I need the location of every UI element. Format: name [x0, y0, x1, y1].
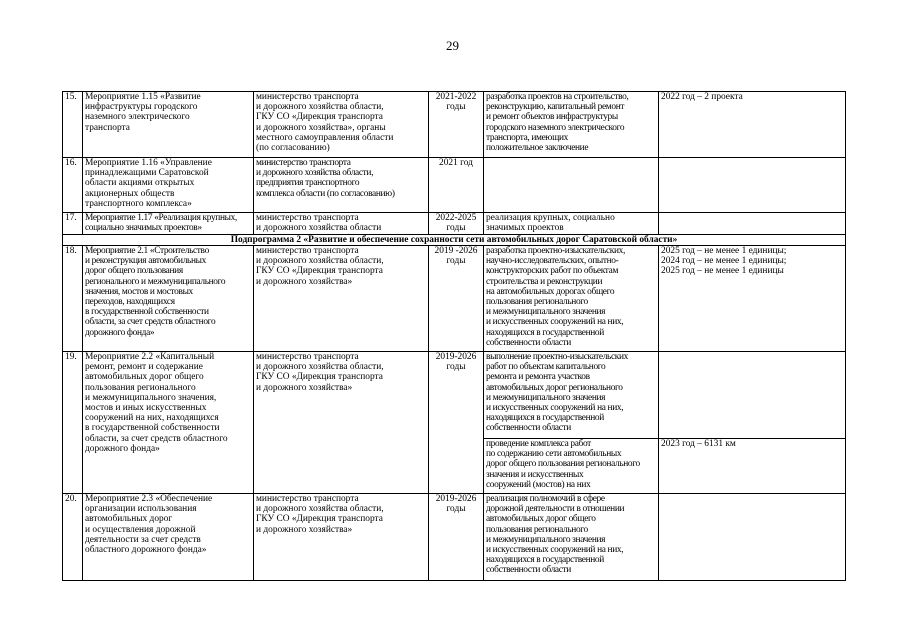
event-cell: Мероприятие 2.1 «Строительство и реконструкция автомобильных дорог общего пользования регионального и межмуниципального значения, мостов и мостовых переходов, находящихся в государственной собственности области, за счет средств областного дорожного фонда» [83, 246, 254, 352]
table-row [63, 246, 846, 352]
result-cell: разработка проектно-изыскательских, научно-исследовательских, опытно- конструкторских работ по объектам строительства и реконструкции на автомобильных дорогах общего пользования регионального и межмуниципального значения и искусственных сооружений на них, находящихся в государственной собственности области [484, 246, 659, 352]
years-cell: 2019 -2026 годы [429, 246, 484, 352]
indicator-cell: 2022 год – 2 проекта [659, 92, 846, 158]
result-cell [484, 158, 659, 213]
table-row [63, 352, 846, 439]
indicator-cell [659, 352, 846, 439]
subprogram-title: Подпрограмма 2 «Развитие и обеспечение сохранности сети автомобильных дорог Саратовской области» [63, 235, 846, 246]
years-cell: 2022-2025 годы [429, 213, 484, 235]
executor-cell: министерство транспорта и дорожного хозяйства области [254, 213, 429, 235]
subprogram-header-row [63, 235, 846, 246]
executor-cell: министерство транспорта и дорожного хозяйства области, предприятия транспортного комплекса области (по согласованию) [254, 158, 429, 213]
years-cell: 2021-2022 годы [429, 92, 484, 158]
row-number: 17. [63, 213, 83, 235]
table-row [63, 213, 846, 235]
result-cell: выполнение проектно-изыскательских работ по объектам капитального ремонта и ремонта участков автомобильных дорог регионального и межмуниципального значения и искусственных сооружений на них, находящихся в государственной собственности области [484, 352, 659, 439]
years-cell: 2019-2026 годы [429, 352, 484, 494]
measures-table [62, 91, 846, 581]
table-row [63, 494, 846, 581]
table-row [63, 158, 846, 213]
indicator-cell [659, 494, 846, 581]
indicator-cell [659, 213, 846, 235]
page-number: 29 [446, 38, 459, 53]
row-number: 16. [63, 158, 83, 213]
indicator-cell: 2025 год – не менее 1 единицы; 2024 год – не менее 1 единицы; 2025 год – не менее 1 единицы [659, 246, 846, 352]
result-cell: реализация полномочий в сфере дорожной деятельности в отношении автомобильных дорог общего пользования регионального и межмуниципального значения и искусственных сооружений на них, находящихся в государственной собственности области [484, 494, 659, 581]
result-cell: реализация крупных, социально значимых проектов [484, 213, 659, 235]
row-number: 15. [63, 92, 83, 158]
row-number: 20. [63, 494, 83, 581]
event-cell: Мероприятие 2.2 «Капитальный ремонт, ремонт и содержание автомобильных дорог общего пользования регионального и межмуниципального значения, мостов и иных искусственных сооружений на них, находящихся в государственной собственности области, за счет средств областного дорожного фонда» [83, 352, 254, 494]
years-cell: 2021 год [429, 158, 484, 213]
row-number: 18. [63, 246, 83, 352]
table-row [63, 92, 846, 158]
indicator-cell [659, 158, 846, 213]
executor-cell: министерство транспорта и дорожного хозяйства области, ГКУ СО «Дирекция транспорта и дорожного хозяйства» [254, 494, 429, 581]
result-cell: разработка проектов на строительство, реконструкцию, капитальный ремонт и ремонт объектов инфраструктуры городского наземного электрического транспорта, имеющих положительное заключение [484, 92, 659, 158]
years-cell: 2019-2026 годы [429, 494, 484, 581]
executor-cell: министерство транспорта и дорожного хозяйства области, ГКУ СО «Дирекция транспорта и дорожного хозяйства», органы местного самоуправления области (по согласованию) [254, 92, 429, 158]
event-cell: Мероприятие 1.15 «Развитие инфраструктуры городского наземного электрического транспорта [83, 92, 254, 158]
result-cell: проведение комплекса работ по содержанию сети автомобильных дорог общего пользования регионального значения и искусственных сооружений (мостов) на них [484, 439, 659, 494]
event-cell: Мероприятие 1.16 «Управление принадлежащими Саратовской области акциями открытых акционерных обществ транспортного комплекса» [83, 158, 254, 213]
executor-cell: министерство транспорта и дорожного хозяйства области, ГКУ СО «Дирекция транспорта и дорожного хозяйства» [254, 352, 429, 494]
row-number: 19. [63, 352, 83, 494]
executor-cell: министерство транспорта и дорожного хозяйства области, ГКУ СО «Дирекция транспорта и дорожного хозяйства» [254, 246, 429, 352]
indicator-cell: 2023 год – 6131 км [659, 439, 846, 494]
event-cell: Мероприятие 2.3 «Обеспечение организации использования автомобильных дорог и осуществления дорожной деятельности за счет средств областного дорожного фонда» [83, 494, 254, 581]
event-cell: Мероприятие 1.17 «Реализация крупных, социально значимых проектов» [83, 213, 254, 235]
